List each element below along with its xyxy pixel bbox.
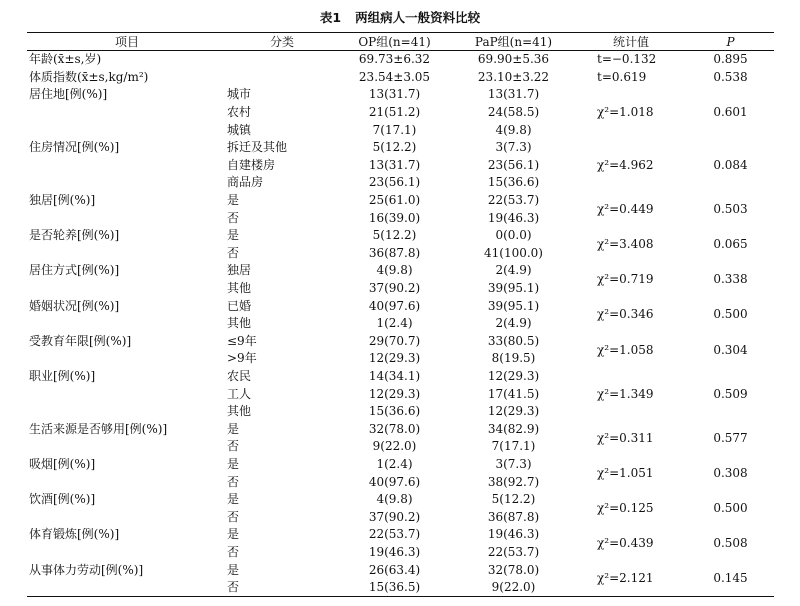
p-value-cell: 0.145 bbox=[713, 571, 748, 586]
item-cell bbox=[27, 438, 227, 456]
pap-value: 8(19.5) bbox=[491, 351, 536, 366]
statistic-cell: χ²=1.058 bbox=[597, 342, 654, 357]
pap-value: 36(87.8) bbox=[487, 509, 540, 524]
op-value: 37(90.2) bbox=[368, 281, 421, 296]
statistic-cell: χ²=2.121 bbox=[597, 571, 654, 586]
item-cell: 生活来源是否够用[例(%)] bbox=[29, 421, 168, 436]
op-value-cell bbox=[337, 157, 452, 175]
category-cell bbox=[227, 51, 337, 69]
op-value: 4(9.8) bbox=[376, 492, 413, 507]
statistic-cell: χ²=1.349 bbox=[597, 386, 654, 401]
pap-value: 12(29.3) bbox=[487, 404, 540, 419]
op-value-cell bbox=[337, 280, 452, 298]
pap-value: 19(46.3) bbox=[487, 527, 540, 542]
category-cell: 否 bbox=[227, 580, 240, 595]
op-value-cell bbox=[337, 86, 452, 104]
op-value: 22(53.7) bbox=[368, 527, 421, 542]
pap-value-cell bbox=[452, 139, 575, 157]
op-value-cell bbox=[337, 508, 452, 526]
pap-value-cell bbox=[452, 385, 575, 403]
table-row bbox=[27, 262, 774, 280]
item-cell bbox=[27, 245, 227, 263]
p-value-cell: 0.577 bbox=[713, 430, 748, 445]
pap-value-cell bbox=[452, 368, 575, 386]
category-cell: 是 bbox=[227, 421, 240, 436]
pap-value: 4(9.8) bbox=[495, 122, 532, 137]
item-cell bbox=[27, 315, 227, 333]
table-row bbox=[27, 69, 774, 87]
op-value: 19(46.3) bbox=[368, 544, 421, 559]
item-cell bbox=[27, 104, 227, 122]
op-value: 26(63.4) bbox=[368, 562, 421, 577]
pap-value-cell bbox=[452, 297, 575, 315]
pap-value-cell bbox=[452, 86, 575, 104]
category-cell: 是 bbox=[227, 562, 240, 577]
op-value-cell bbox=[337, 438, 452, 456]
category-cell: 是 bbox=[227, 492, 240, 507]
op-value: 25(61.0) bbox=[368, 193, 421, 208]
p-value-cell: 0.601 bbox=[713, 105, 748, 120]
pap-value-cell bbox=[452, 262, 575, 280]
item-cell: 从事体力劳动[例(%)] bbox=[29, 562, 144, 577]
pap-value: 39(95.1) bbox=[487, 298, 540, 313]
op-value-cell bbox=[337, 579, 452, 597]
category-cell: 否 bbox=[227, 210, 240, 225]
header-category: 分类 bbox=[227, 33, 337, 51]
item-cell bbox=[27, 350, 227, 368]
pap-value-cell bbox=[452, 157, 575, 175]
table-row bbox=[27, 491, 774, 509]
header-stat: 统计值 bbox=[575, 33, 687, 51]
pap-value: 3(7.3) bbox=[495, 456, 532, 471]
pap-value-cell bbox=[452, 350, 575, 368]
table-title bbox=[0, 8, 800, 26]
table-row bbox=[27, 227, 774, 245]
op-value: 7(17.1) bbox=[372, 122, 417, 137]
p-value-cell: 0.500 bbox=[713, 500, 748, 515]
op-value-cell bbox=[337, 333, 452, 351]
statistic-cell: χ²=0.311 bbox=[597, 430, 654, 445]
item-cell: 职业[例(%)] bbox=[29, 368, 96, 383]
pap-value-cell bbox=[452, 403, 575, 421]
item-cell: 婚姻状况[例(%)] bbox=[29, 298, 120, 313]
category-cell: 工人 bbox=[227, 386, 252, 401]
op-value: 69.73±6.32 bbox=[358, 52, 431, 67]
table-row bbox=[27, 139, 774, 157]
category-cell: 其他 bbox=[227, 316, 252, 331]
category-cell: 农村 bbox=[227, 105, 252, 120]
pap-value: 23.10±3.22 bbox=[477, 69, 550, 84]
pap-value: 34(82.9) bbox=[487, 421, 540, 436]
statistic-cell: χ²=0.346 bbox=[597, 307, 654, 322]
category-cell: ≤9年 bbox=[227, 333, 257, 348]
p-value-cell: 0.538 bbox=[713, 69, 748, 84]
pap-value-cell bbox=[452, 280, 575, 298]
statistic-cell: χ²=1.018 bbox=[597, 105, 654, 120]
pap-value-cell bbox=[452, 420, 575, 438]
item-cell bbox=[27, 508, 227, 526]
statistic-cell: χ²=1.051 bbox=[597, 465, 654, 480]
category-cell: 否 bbox=[227, 509, 240, 524]
pap-value-cell bbox=[452, 51, 575, 69]
op-value: 12(29.3) bbox=[368, 386, 421, 401]
pap-value: 23(56.1) bbox=[487, 157, 540, 172]
category-cell: 城市 bbox=[227, 87, 252, 102]
table-number: 表1 bbox=[319, 10, 342, 25]
op-value-cell bbox=[337, 174, 452, 192]
pap-value: 3(7.3) bbox=[495, 140, 532, 155]
op-value: 12(29.3) bbox=[368, 351, 421, 366]
item-cell: 吸烟[例(%)] bbox=[29, 456, 96, 471]
pap-value: 17(41.5) bbox=[487, 386, 540, 401]
p-value-cell: 0.338 bbox=[713, 272, 748, 287]
category-cell: 商品房 bbox=[227, 175, 264, 190]
table-row bbox=[27, 561, 774, 579]
op-value-cell bbox=[337, 104, 452, 122]
statistic-cell: χ²=0.439 bbox=[597, 536, 654, 551]
op-value-cell bbox=[337, 350, 452, 368]
category-cell: 其他 bbox=[227, 281, 252, 296]
op-value: 14(34.1) bbox=[368, 368, 421, 383]
op-value: 13(31.7) bbox=[368, 87, 421, 102]
item-cell bbox=[27, 579, 227, 597]
pap-value: 41(100.0) bbox=[484, 245, 543, 260]
p-value-cell: 0.065 bbox=[713, 237, 748, 252]
op-value-cell bbox=[337, 544, 452, 562]
op-value-cell bbox=[337, 315, 452, 333]
pap-value-cell bbox=[452, 104, 575, 122]
item-cell bbox=[27, 403, 227, 421]
table-caption: 两组病人一般资料比较 bbox=[355, 10, 481, 25]
pap-value: 32(78.0) bbox=[487, 562, 540, 577]
item-cell: 居住地[例(%)] bbox=[29, 87, 108, 102]
pap-value: 22(53.7) bbox=[487, 544, 540, 559]
statistic-cell: χ²=3.408 bbox=[597, 237, 654, 252]
pap-value: 12(29.3) bbox=[487, 368, 540, 383]
pap-value-cell bbox=[452, 544, 575, 562]
op-value-cell bbox=[337, 192, 452, 210]
data-table bbox=[27, 32, 774, 597]
header-pap: PaP组(n=41) bbox=[452, 33, 575, 51]
p-value-cell: 0.895 bbox=[713, 52, 748, 67]
header-row bbox=[27, 33, 774, 51]
pap-value: 22(53.7) bbox=[487, 193, 540, 208]
category-cell: 农民 bbox=[227, 368, 252, 383]
category-cell: >9年 bbox=[227, 351, 257, 366]
op-value-cell bbox=[337, 209, 452, 227]
pap-value: 7(17.1) bbox=[491, 439, 536, 454]
op-value: 40(97.6) bbox=[368, 474, 421, 489]
pap-value-cell bbox=[452, 315, 575, 333]
op-value-cell bbox=[337, 139, 452, 157]
pap-value-cell bbox=[452, 245, 575, 263]
pap-value-cell bbox=[452, 192, 575, 210]
table-row bbox=[27, 420, 774, 438]
statistic-cell: χ²=0.125 bbox=[597, 500, 654, 515]
pap-value: 33(80.5) bbox=[487, 333, 540, 348]
op-value-cell bbox=[337, 69, 452, 87]
op-value-cell bbox=[337, 385, 452, 403]
op-value: 36(87.8) bbox=[368, 245, 421, 260]
item-cell bbox=[27, 473, 227, 491]
statistic-cell: t=0.619 bbox=[597, 69, 647, 84]
op-value-cell bbox=[337, 227, 452, 245]
category-cell: 城镇 bbox=[227, 122, 252, 137]
pap-value: 2(4.9) bbox=[495, 263, 532, 278]
header-p: P bbox=[687, 33, 774, 51]
pap-value-cell bbox=[452, 174, 575, 192]
pap-value-cell bbox=[452, 508, 575, 526]
p-value-cell: 0.509 bbox=[713, 386, 748, 401]
p-value-cell: 0.084 bbox=[713, 157, 748, 172]
op-value: 23(56.1) bbox=[368, 175, 421, 190]
op-value-cell bbox=[337, 561, 452, 579]
op-value: 1(2.4) bbox=[376, 456, 413, 471]
op-value-cell bbox=[337, 121, 452, 139]
op-value-cell bbox=[337, 245, 452, 263]
table-row bbox=[27, 526, 774, 544]
pap-value: 2(4.9) bbox=[495, 316, 532, 331]
category-cell: 自建楼房 bbox=[227, 157, 276, 172]
op-value-cell bbox=[337, 297, 452, 315]
pap-value: 38(92.7) bbox=[487, 474, 540, 489]
pap-value-cell bbox=[452, 209, 575, 227]
op-value: 1(2.4) bbox=[376, 316, 413, 331]
table-row bbox=[27, 86, 774, 104]
op-value: 5(12.2) bbox=[372, 140, 417, 155]
category-cell: 其他 bbox=[227, 404, 252, 419]
item-cell bbox=[27, 385, 227, 403]
item-cell: 独居[例(%)] bbox=[29, 193, 96, 208]
pap-value-cell bbox=[452, 561, 575, 579]
op-value-cell bbox=[337, 526, 452, 544]
op-value-cell bbox=[337, 456, 452, 474]
op-value-cell bbox=[337, 368, 452, 386]
category-cell: 是 bbox=[227, 527, 240, 542]
item-cell bbox=[27, 280, 227, 298]
p-value-cell: 0.508 bbox=[713, 536, 748, 551]
table-row bbox=[27, 456, 774, 474]
pap-value-cell bbox=[452, 121, 575, 139]
pap-value: 19(46.3) bbox=[487, 210, 540, 225]
category-cell: 拆迁及其他 bbox=[227, 140, 288, 155]
p-value-cell: 0.503 bbox=[713, 201, 748, 216]
pap-value-cell bbox=[452, 456, 575, 474]
item-cell bbox=[27, 157, 227, 175]
pap-value-cell bbox=[452, 438, 575, 456]
category-cell: 否 bbox=[227, 544, 240, 559]
table-row bbox=[27, 368, 774, 386]
header-op: OP组(n=41) bbox=[337, 33, 452, 51]
item-cell: 受教育年限[例(%)] bbox=[29, 333, 132, 348]
op-value: 21(51.2) bbox=[368, 105, 421, 120]
table-row bbox=[27, 51, 774, 69]
category-cell: 已婚 bbox=[227, 298, 252, 313]
op-value-cell bbox=[337, 420, 452, 438]
item-cell: 饮酒[例(%)] bbox=[29, 492, 96, 507]
pap-value-cell bbox=[452, 579, 575, 597]
op-value: 15(36.5) bbox=[368, 580, 421, 595]
item-cell bbox=[27, 544, 227, 562]
header-item: 项目 bbox=[27, 33, 227, 51]
op-value: 4(9.8) bbox=[376, 263, 413, 278]
pap-value: 13(31.7) bbox=[487, 87, 540, 102]
category-cell: 是 bbox=[227, 193, 240, 208]
statistic-cell: χ²=0.719 bbox=[597, 272, 654, 287]
statistic-cell: χ²=4.962 bbox=[597, 157, 654, 172]
category-cell: 是 bbox=[227, 456, 240, 471]
table-row bbox=[27, 333, 774, 351]
item-cell bbox=[27, 209, 227, 227]
pap-value: 0(0.0) bbox=[495, 228, 532, 243]
op-value-cell bbox=[337, 473, 452, 491]
item-cell: 体育锻炼[例(%)] bbox=[29, 527, 120, 542]
p-value-cell: 0.308 bbox=[713, 465, 748, 480]
op-value-cell bbox=[337, 51, 452, 69]
op-value: 29(70.7) bbox=[368, 333, 421, 348]
op-value-cell bbox=[337, 491, 452, 509]
op-value: 37(90.2) bbox=[368, 509, 421, 524]
op-value: 16(39.0) bbox=[368, 210, 421, 225]
category-cell: 否 bbox=[227, 474, 240, 489]
table-row bbox=[27, 192, 774, 210]
op-value: 13(31.7) bbox=[368, 157, 421, 172]
table-row bbox=[27, 297, 774, 315]
category-cell: 独居 bbox=[227, 263, 252, 278]
item-cell: 是否轮养[例(%)] bbox=[29, 228, 120, 243]
pap-value: 69.90±5.36 bbox=[477, 52, 550, 67]
op-value-cell bbox=[337, 403, 452, 421]
p-value-cell: 0.500 bbox=[713, 307, 748, 322]
pap-value: 5(12.2) bbox=[491, 492, 536, 507]
op-value: 9(22.0) bbox=[372, 439, 417, 454]
pap-value-cell bbox=[452, 69, 575, 87]
statistic-cell: t=−0.132 bbox=[597, 52, 657, 67]
op-value: 40(97.6) bbox=[368, 298, 421, 313]
op-value: 32(78.0) bbox=[368, 421, 421, 436]
category-cell: 否 bbox=[227, 439, 240, 454]
pap-value-cell bbox=[452, 473, 575, 491]
pap-value: 15(36.6) bbox=[487, 175, 540, 190]
category-cell bbox=[227, 69, 337, 87]
pap-value-cell bbox=[452, 526, 575, 544]
item-cell: 年龄(x̄±s,岁) bbox=[29, 52, 102, 67]
category-cell: 否 bbox=[227, 245, 240, 260]
pap-value-cell bbox=[452, 333, 575, 351]
item-cell: 体质指数(x̄±s,kg/m²) bbox=[29, 69, 149, 84]
category-cell: 是 bbox=[227, 228, 240, 243]
pap-value: 24(58.5) bbox=[487, 105, 540, 120]
item-cell: 居住方式[例(%)] bbox=[29, 263, 120, 278]
p-value-cell: 0.304 bbox=[713, 342, 748, 357]
pap-value: 39(95.1) bbox=[487, 281, 540, 296]
op-value: 23.54±3.05 bbox=[358, 69, 431, 84]
item-cell: 住房情况[例(%)] bbox=[29, 140, 120, 155]
item-cell bbox=[27, 174, 227, 192]
op-value: 15(36.6) bbox=[368, 404, 421, 419]
pap-value-cell bbox=[452, 227, 575, 245]
statistic-cell: χ²=0.449 bbox=[597, 201, 654, 216]
op-value-cell bbox=[337, 262, 452, 280]
item-cell bbox=[27, 121, 227, 139]
pap-value: 9(22.0) bbox=[491, 580, 536, 595]
pap-value-cell bbox=[452, 491, 575, 509]
op-value: 5(12.2) bbox=[372, 228, 417, 243]
